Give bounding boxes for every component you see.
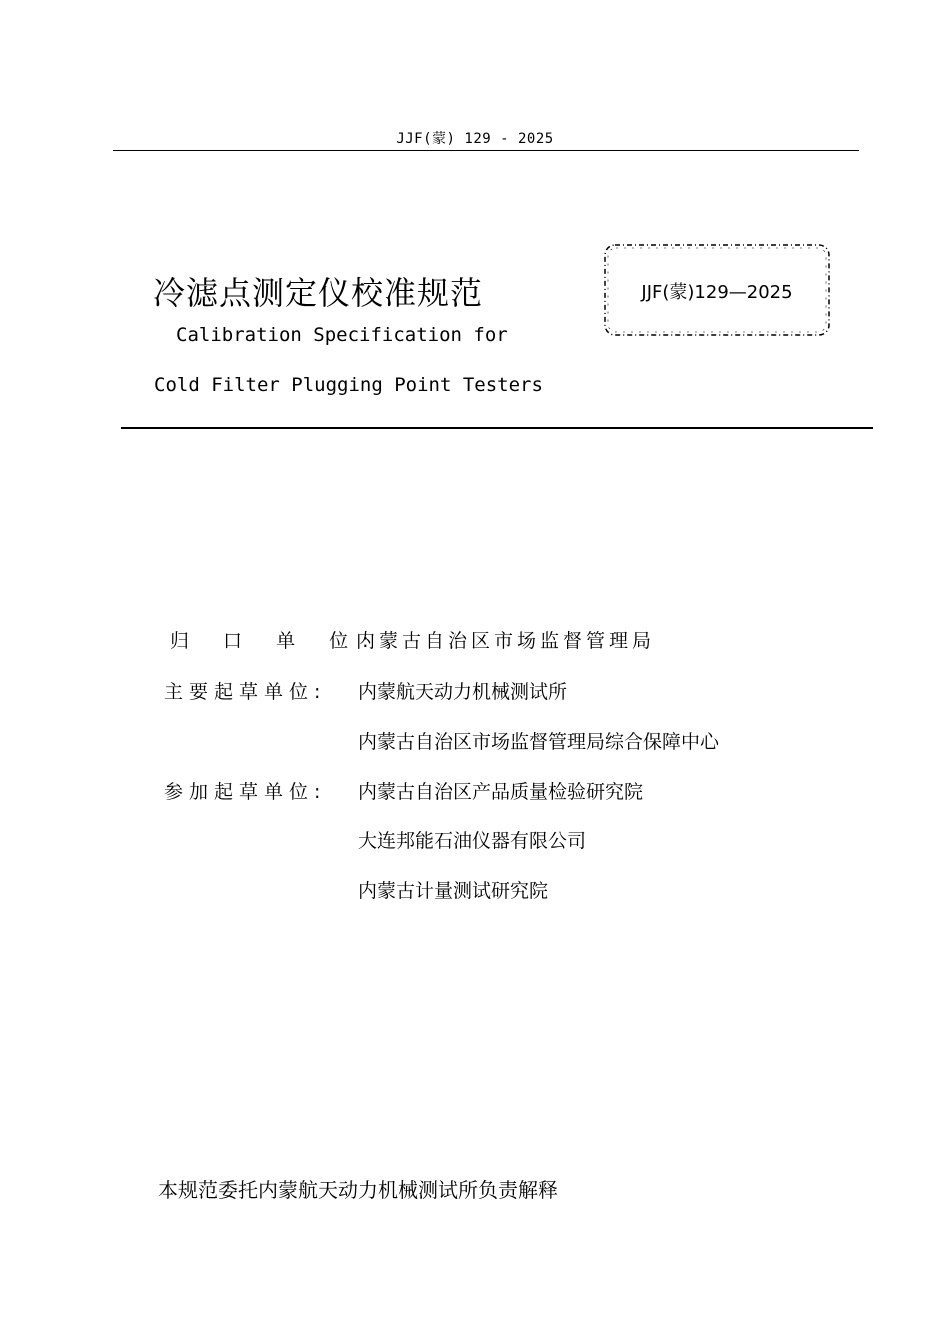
main-drafting-unit-1: 内蒙航天动力机械测试所	[358, 681, 568, 703]
document-title-english-line1: Calibration Specification for	[176, 324, 508, 346]
document-title-english-line2: Cold Filter Plugging Point Testers	[154, 374, 543, 396]
main-drafting-unit-label: 主要起草单位:	[164, 681, 327, 703]
responsible-unit-value: 内蒙古自治区市场监督管理局	[356, 630, 656, 652]
running-header: JJF(蒙) 129 - 2025	[396, 131, 554, 147]
main-drafting-unit-2: 内蒙古自治区市场监督管理局综合保障中心	[358, 731, 720, 753]
interpretation-note: 本规范委托内蒙航天动力机械测试所负责解释	[158, 1178, 558, 1202]
participating-unit-3: 内蒙古计量测试研究院	[358, 880, 549, 902]
participating-unit-1: 内蒙古自治区产品质量检验研究院	[358, 781, 644, 803]
responsible-unit-label: 归 口 单 位:	[170, 630, 383, 652]
code-box-text: JJF(蒙)129—2025	[641, 282, 793, 303]
participating-unit-2: 大连邦能石油仪器有限公司	[358, 830, 587, 852]
document-title-chinese: 冷滤点测定仪校准规范	[153, 274, 484, 312]
participating-unit-label: 参加起草单位:	[164, 781, 327, 803]
title-rule	[121, 427, 873, 429]
code-box	[602, 240, 832, 340]
header-rule	[113, 150, 859, 151]
